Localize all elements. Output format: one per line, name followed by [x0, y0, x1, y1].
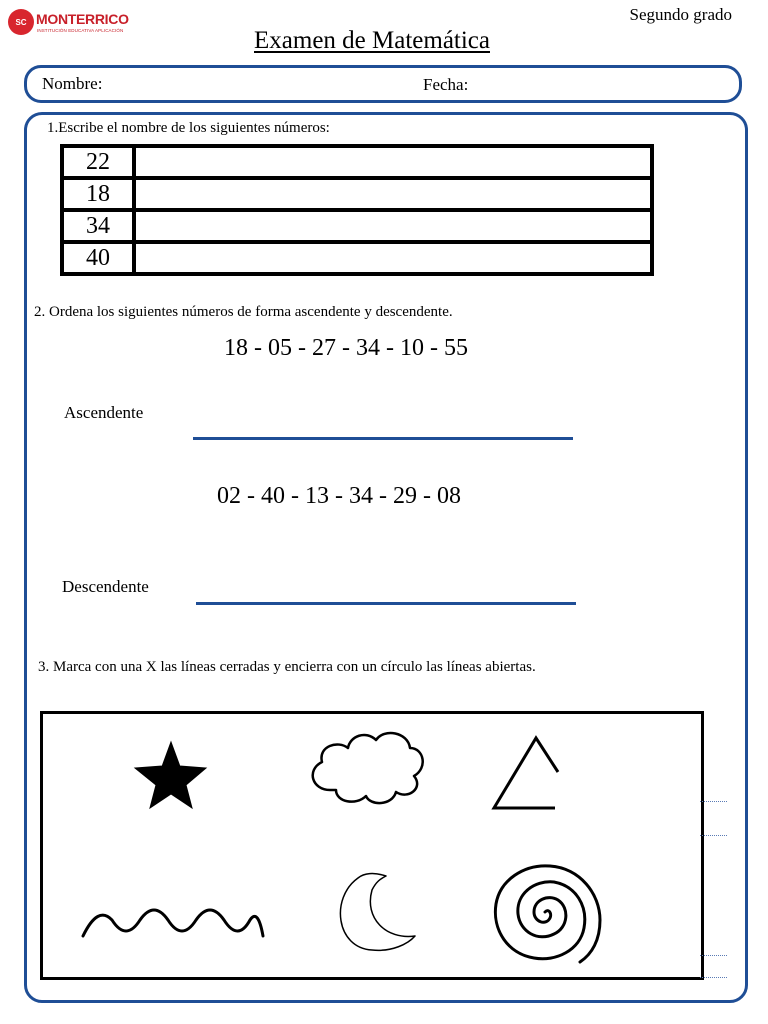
moon-icon[interactable]	[340, 874, 415, 951]
number-cell: 22	[62, 146, 134, 178]
wave-icon[interactable]	[83, 910, 263, 936]
descending-label: Descendente	[62, 577, 149, 596]
number-sequence-2: 02 - 40 - 13 - 34 - 29 - 08	[217, 483, 461, 509]
number-cell: 40	[62, 242, 134, 274]
grade-label: Segundo grado	[629, 5, 732, 24]
page-title-text: Examen de Matemática	[254, 27, 490, 54]
spiral-icon[interactable]	[495, 866, 600, 962]
name-label: Nombre:	[42, 74, 103, 93]
date-label: Fecha:	[423, 75, 469, 94]
cloud-icon[interactable]	[313, 733, 423, 803]
number-cell: 34	[62, 210, 134, 242]
number-sequence-1: 18 - 05 - 27 - 34 - 10 - 55	[224, 335, 468, 361]
star-icon[interactable]	[135, 742, 206, 808]
logo-badge: SC	[8, 9, 34, 35]
open-triangle-icon[interactable]	[494, 738, 558, 808]
question-1-text: 1.Escribe el nombre de los siguientes números:	[47, 120, 330, 136]
logo-name: MONTERRICO	[36, 11, 129, 27]
question-2-text: 2. Ordena los siguientes números de forma ascendente y descendente.	[34, 304, 453, 320]
number-cell: 18	[62, 178, 134, 210]
ascending-label: Ascendente	[64, 403, 144, 422]
logo-subtitle: INSTITUCIÓN EDUCATIVA APLICACIÓN	[37, 28, 124, 33]
question-3-text: 3. Marca con una X las líneas cerradas y encierra con un círculo las líneas abiertas.	[38, 659, 536, 675]
